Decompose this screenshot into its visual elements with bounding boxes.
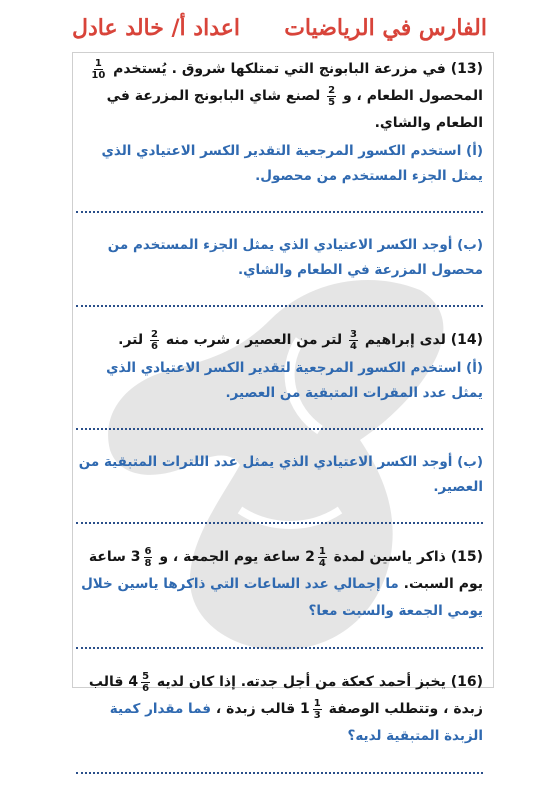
author-credit: اعداد أ/ خالد عادل <box>72 15 240 41</box>
question-13-part-b: (ب) أوجد الكسر الاعتيادي الذي يمثل الجزء المستخدم من محصول المزرعة في الطعام والشاي. <box>107 237 483 278</box>
question-number: (13) <box>450 61 483 77</box>
answer-line[interactable] <box>76 305 483 307</box>
question-13-part-a: (أ) استخدم الكسور المرجعية التقدير الكسر الاعتيادي الذي يمثل الجزء المستخدم من محصول. <box>101 143 483 184</box>
mixed-number: 1 $\frac{1}{3}$ <box>300 698 321 721</box>
worksheet-header <box>72 8 487 48</box>
mixed-number: 4 $\frac{5}{6}$ <box>128 671 150 694</box>
answer-line[interactable] <box>76 522 483 524</box>
question-14-part-b: (ب) أوجد الكسر الاعتيادي الذي يمثل عدد اللترات المتبقية من العصير. <box>78 454 483 495</box>
worksheet-title: الفارس في الرياضيات <box>284 15 487 41</box>
worksheet-content <box>76 56 483 794</box>
question-14: (14) لدى إبراهيم $\frac{3}{4}$ لتر من العصير ، شرب منه $\frac{2}{6}$ لتر. <box>118 328 483 352</box>
mixed-number: 3 $\frac{6}{8}$ <box>130 546 152 569</box>
question-number: (15) <box>450 549 483 565</box>
question-13: (13) في مزرعة البابونج التي تمتلكها شروق . يُستخدم $\frac{1}{10}$ المحصول الطعام ، و $\frac{2}{5}$ لصنع شاي البابونج المزرعة في الطعام والشاي. <box>91 57 483 131</box>
question-15: (15) ذاكر ياسين لمدة 2 $\frac{1}{4}$ ساعة يوم الجمعة ، و 3 $\frac{6}{8}$ ساعة يوم السبت. ما إجمالي عدد الساعات التي ذاكرها ياسين خلال يومي الجمعة والسبت معا؟ <box>81 546 483 619</box>
question-number: (14) <box>450 332 483 348</box>
fraction: $\frac{3}{4}$ <box>349 328 357 352</box>
fraction: $\frac{1}{10}$ <box>91 57 106 81</box>
mixed-number: 2 $\frac{1}{4}$ <box>305 546 326 569</box>
question-16-ask: فما مقدار كمية الزبدة المتبقية لديه؟ <box>109 701 483 744</box>
fraction: $\frac{2}{5}$ <box>328 84 336 108</box>
answer-line[interactable] <box>76 647 483 649</box>
answer-line[interactable] <box>76 772 483 774</box>
answer-line[interactable] <box>76 428 483 430</box>
question-14-part-a: (أ) استخدم الكسور المرجعية لتقدير الكسر الاعتيادي الذي يمثل عدد المقرات المتبقية من العصير. <box>106 360 483 401</box>
answer-line[interactable] <box>76 211 483 213</box>
question-number: (16) <box>450 674 483 690</box>
question-15-ask: ما إجمالي عدد الساعات التي ذاكرها ياسين خلال يومي الجمعة والسبت معا؟ <box>81 576 483 619</box>
fraction: $\frac{2}{6}$ <box>151 328 158 352</box>
question-16: (16) يخبز أحمد كعكة من أجل جدته. إذا كان لديه 4 $\frac{5}{6}$ قالب زبدة ، وتتطلب الوصفة 1 $\frac{1}{3}$ قالب زبدة ، فما مقدار كمية الزبدة المتبقية لديه؟ <box>88 671 483 744</box>
